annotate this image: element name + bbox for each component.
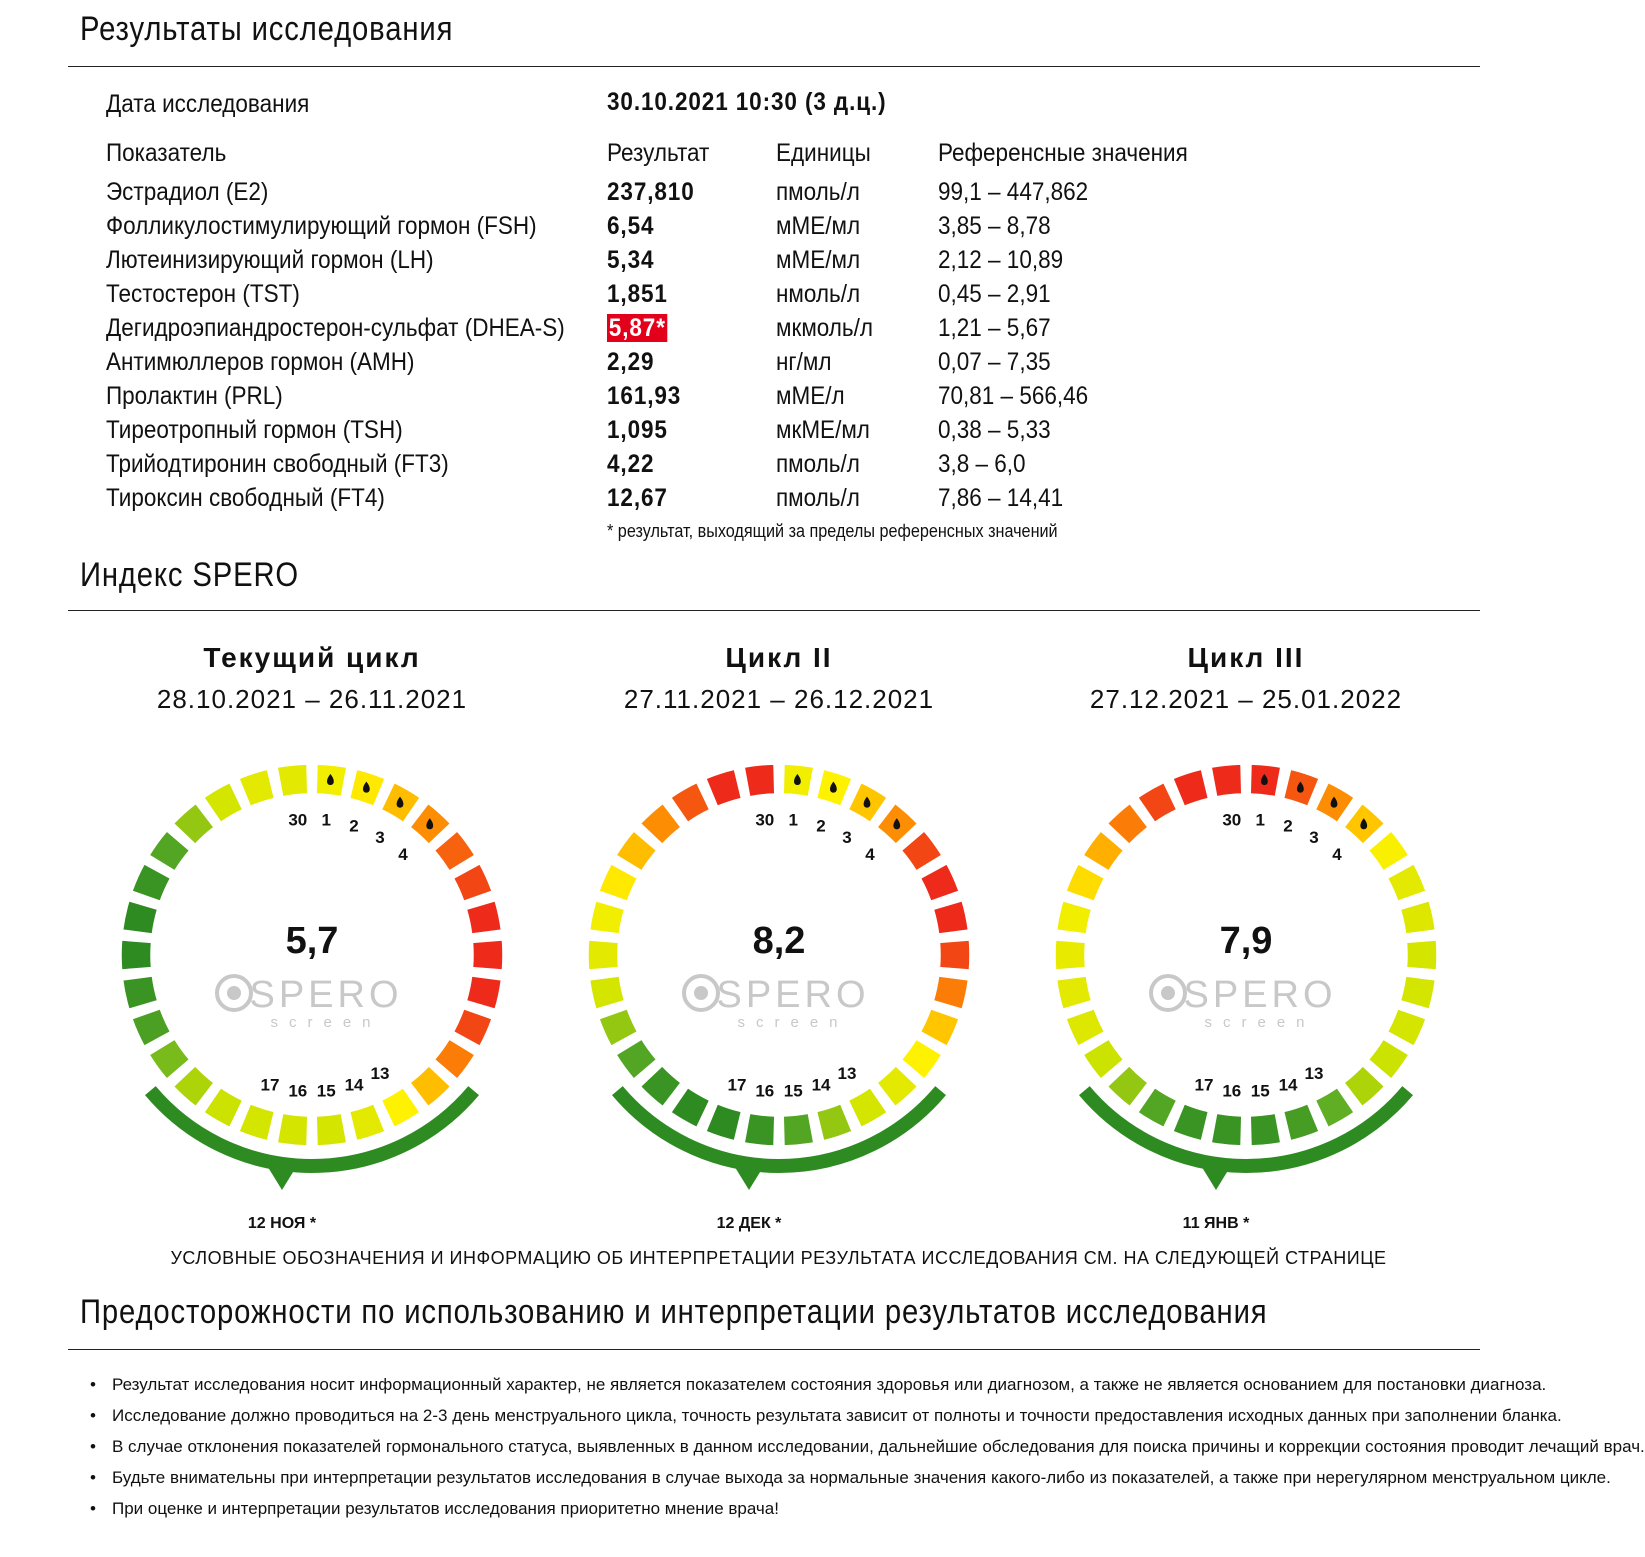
- day-segment: [173, 803, 214, 844]
- day-segment: [1315, 1088, 1354, 1128]
- day-segment: [901, 1039, 941, 1079]
- day-label: 3: [375, 828, 385, 848]
- spero-index-value: 8,2: [752, 920, 806, 962]
- precautions-list: [90, 1372, 1645, 1527]
- day-segment: [848, 1088, 887, 1128]
- spero-logo: [217, 974, 403, 1031]
- day-segment: [940, 940, 970, 970]
- indicator-name: Дегидроэпиандростерон-сульфат (DHEA-S): [106, 314, 565, 342]
- reference-range: 7,86 – 14,41: [938, 484, 1064, 512]
- day-label: 3: [1309, 828, 1319, 848]
- day-label: 16: [1222, 1081, 1242, 1101]
- indicator-name: Тестостерон (TST): [106, 280, 300, 308]
- day-label: 2: [1283, 816, 1293, 836]
- day-label: 1: [321, 810, 331, 830]
- day-segment: [466, 901, 501, 934]
- day-segment: [277, 1113, 308, 1146]
- precaution-item: • Исследование должно проводиться на 2-3 день менструального цикла, точность результата зависит от полноты и точности предоставления исходных данных при заполнении бланка.: [90, 1403, 1645, 1434]
- day-label: 30: [1222, 810, 1242, 830]
- day-label: 16: [288, 1081, 308, 1101]
- day-label: 17: [1194, 1075, 1214, 1095]
- day-segment: [1173, 769, 1209, 806]
- divider: [68, 66, 1480, 67]
- indicator-name: Фолликулостимулирующий гормон (FSH): [106, 212, 537, 240]
- day-segment: [1107, 803, 1148, 844]
- ovulation-date: 12 ДЕК *: [716, 1215, 782, 1232]
- day-segment: [920, 1009, 959, 1046]
- day-segment: [1344, 1066, 1385, 1107]
- day-segment: [1173, 1104, 1209, 1141]
- reference-range: 1,21 – 5,67: [938, 314, 1051, 342]
- day-segment: [1387, 864, 1426, 901]
- logo-text: SPERO: [249, 974, 403, 1016]
- section-title-spero: Индекс SPERO: [80, 556, 300, 594]
- indicator-name: Эстрадиол (E2): [106, 178, 269, 206]
- logo-text: SPERO: [1183, 974, 1337, 1016]
- day-segment: [149, 831, 189, 871]
- cycle-ring: [1036, 745, 1456, 1232]
- day-segment: [1368, 1039, 1408, 1079]
- day-label: 30: [755, 810, 775, 830]
- indicator-name: Тиреотропный гормон (TSH): [106, 416, 403, 444]
- result-value: 1,095: [607, 416, 668, 444]
- day-segment: [744, 1113, 775, 1146]
- day-label: 13: [1304, 1063, 1324, 1083]
- day-segment: [121, 940, 151, 970]
- day-segment: [1138, 1088, 1177, 1128]
- day-label: 3: [842, 828, 852, 848]
- day-segment: [817, 1104, 853, 1141]
- day-segment: [590, 976, 625, 1009]
- day-label: 16: [755, 1081, 775, 1101]
- day-segment: [706, 769, 742, 806]
- day-segment: [590, 901, 625, 934]
- day-segment: [1400, 901, 1435, 934]
- day-label: 17: [727, 1075, 747, 1095]
- day-segment: [466, 976, 501, 1009]
- ovulation-date: 11 ЯНВ *: [1182, 1215, 1250, 1232]
- day-segment: [588, 940, 618, 970]
- result-value: 161,93: [607, 382, 682, 410]
- gauge-title: Текущий цикл: [203, 642, 421, 673]
- section-title-precautions: Предосторожности по использованию и интерпретации результатов исследования: [80, 1293, 1268, 1331]
- result-value: [607, 314, 668, 343]
- ovulation-date: 12 НОЯ *: [247, 1215, 317, 1232]
- day-label: 15: [783, 1081, 803, 1101]
- day-segment: [434, 831, 474, 871]
- gauge-date-range: 27.11.2021 – 26.12.2021: [623, 684, 935, 714]
- day-label: 2: [349, 816, 359, 836]
- date-label: Дата исследования: [106, 90, 310, 118]
- header-reference: Референсные значения: [938, 139, 1188, 167]
- day-segment: [123, 901, 158, 934]
- reference-range: 70,81 – 566,46: [938, 382, 1089, 410]
- gauge-title: Цикл II: [725, 642, 833, 673]
- day-segment: [239, 769, 275, 806]
- result-value: 237,810: [607, 178, 695, 206]
- divider: [68, 610, 1480, 611]
- day-segment: [671, 783, 710, 823]
- result-value: 12,67: [607, 484, 668, 512]
- day-label: 14: [811, 1075, 831, 1095]
- day-segment: [1250, 1113, 1281, 1146]
- day-segment: [381, 1088, 420, 1128]
- day-segment: [204, 783, 243, 823]
- day-segment: [1368, 831, 1408, 871]
- ovulation-pointer-icon: [733, 1164, 765, 1190]
- day-segment: [350, 1104, 386, 1141]
- ovulation-pointer-icon: [266, 1164, 298, 1190]
- indicator-name: Пролактин (PRL): [106, 382, 283, 410]
- day-label: 14: [1278, 1075, 1298, 1095]
- result-value: 6,54: [607, 212, 655, 240]
- result-value: 1,851: [607, 280, 668, 308]
- divider: [68, 1349, 1480, 1350]
- reference-range: 0,07 – 7,35: [938, 348, 1051, 376]
- day-segment: [671, 1088, 710, 1128]
- result-value: 4,22: [607, 450, 655, 478]
- day-segment: [1066, 1009, 1105, 1046]
- day-segment: [599, 1009, 638, 1046]
- indicator-name: Тироксин свободный (FT4): [106, 484, 385, 512]
- day-segment: [316, 1113, 347, 1146]
- day-label: 30: [288, 810, 308, 830]
- day-segment: [239, 1104, 275, 1141]
- day-segment: [1138, 783, 1177, 823]
- day-segment: [920, 864, 959, 901]
- units-value: мМЕ/мл: [776, 246, 861, 274]
- spero-logo: [1151, 974, 1337, 1031]
- day-segment: [123, 976, 158, 1009]
- day-label: 17: [260, 1075, 280, 1095]
- day-segment: [1284, 1104, 1320, 1141]
- out-of-range-badge: 5,87*: [608, 314, 666, 342]
- day-segment: [599, 864, 638, 901]
- day-segment: [1211, 1113, 1242, 1146]
- indicator-name: Лютеинизирующий гормон (LH): [106, 246, 434, 274]
- precaution-item: • Результат исследования носит информационный характер, не является показателем состояния здоровья или диагнозом, а также не является основанием для постановки диагноза.: [90, 1372, 1645, 1403]
- spero-logo: [684, 974, 870, 1031]
- units-value: мМЕ/л: [776, 382, 845, 410]
- day-label: 15: [316, 1081, 336, 1101]
- legend-note: УСЛОВНЫЕ ОБОЗНАЧЕНИЯ И ИНФОРМАЦИЮ ОБ ИНТЕРПРЕТАЦИИ РЕЗУЛЬТАТА ИССЛЕДОВАНИЯ СМ. НА СЛЕДУЮЩЕЙ СТРАНИЦЕ: [170, 1248, 1387, 1268]
- day-segment: [1057, 976, 1092, 1009]
- reference-range: 3,8 – 6,0: [938, 450, 1026, 478]
- day-segment: [453, 864, 492, 901]
- day-segment: [1083, 831, 1123, 871]
- reference-range: 99,1 – 447,862: [938, 178, 1089, 206]
- logo-text: SPERO: [716, 974, 870, 1016]
- date-value: 30.10.2021 10:30 (3 д.ц.): [607, 88, 887, 116]
- day-label: 14: [344, 1075, 364, 1095]
- reference-range: 0,45 – 2,91: [938, 280, 1051, 308]
- day-segment: [640, 1066, 681, 1107]
- day-segment: [1407, 940, 1437, 970]
- spero-index-value: 5,7: [285, 920, 339, 962]
- day-segment: [1057, 901, 1092, 934]
- gauge-title: Цикл III: [1187, 642, 1305, 673]
- day-label: 4: [865, 844, 875, 864]
- indicator-name: Антимюллеров гормон (AMH): [106, 348, 415, 376]
- day-segment: [616, 831, 656, 871]
- day-segment: [1400, 976, 1435, 1009]
- day-segment: [933, 901, 968, 934]
- day-segment: [132, 864, 171, 901]
- day-label: 13: [837, 1063, 857, 1083]
- footnote: * результат, выходящий за пределы референсных значений: [607, 521, 1058, 541]
- spero-index-value: 7,9: [1219, 920, 1273, 962]
- result-value: 2,29: [607, 348, 655, 376]
- reference-range: 0,38 – 5,33: [938, 416, 1051, 444]
- precaution-item: • В случае отклонения показателей гормонального статуса, выявленных в данном исследовании, дальнейшие обследования для поиска причины и коррекции состояния проводит лечащий врач.: [90, 1434, 1645, 1465]
- day-segment: [453, 1009, 492, 1046]
- reference-range: 2,12 – 10,89: [938, 246, 1064, 274]
- day-label: 13: [370, 1063, 390, 1083]
- day-segment: [434, 1039, 474, 1079]
- day-segment: [410, 1066, 451, 1107]
- result-value: 5,34: [607, 246, 655, 274]
- day-segment: [640, 803, 681, 844]
- day-segment: [473, 940, 503, 970]
- day-segment: [901, 831, 941, 871]
- header-result: Результат: [607, 139, 710, 167]
- logo-subtext: screen: [737, 1014, 849, 1031]
- units-value: нг/мл: [776, 348, 832, 376]
- units-value: пмоль/л: [776, 484, 860, 512]
- gauge-date-range: 28.10.2021 – 26.11.2021: [156, 684, 468, 714]
- day-label: 4: [1332, 844, 1342, 864]
- day-segment: [1107, 1066, 1148, 1107]
- units-value: нмоль/л: [776, 280, 861, 308]
- day-segment: [132, 1009, 171, 1046]
- logo-subtext: screen: [270, 1014, 382, 1031]
- day-segment: [1387, 1009, 1426, 1046]
- gauge-date-range: 27.12.2021 – 25.01.2022: [1089, 684, 1403, 714]
- cycle-ring: [102, 745, 522, 1232]
- units-value: пмоль/л: [776, 450, 860, 478]
- day-segment: [783, 1113, 814, 1146]
- day-segment: [744, 764, 775, 797]
- units-value: мМЕ/мл: [776, 212, 861, 240]
- day-segment: [1055, 940, 1085, 970]
- day-label: 2: [816, 816, 826, 836]
- day-segment: [173, 1066, 214, 1107]
- day-label: 4: [398, 844, 408, 864]
- day-segment: [277, 764, 308, 797]
- day-label: 1: [788, 810, 798, 830]
- section-title-results: Результаты исследования: [80, 10, 454, 48]
- day-segment: [149, 1039, 189, 1079]
- ovulation-pointer-icon: [1200, 1164, 1232, 1190]
- day-segment: [877, 1066, 918, 1107]
- precaution-item: • Будьте внимательны при интерпретации результатов исследования в случае выхода за нормальные значения какого-либо из показателей, а также при нерегулярном менструальном цикле.: [90, 1465, 1645, 1496]
- cycle-ring: [569, 745, 989, 1232]
- units-value: мкмоль/л: [776, 314, 874, 342]
- day-segment: [706, 1104, 742, 1141]
- day-segment: [1083, 1039, 1123, 1079]
- day-segment: [616, 1039, 656, 1079]
- header-indicator: Показатель: [106, 139, 227, 167]
- day-segment: [933, 976, 968, 1009]
- reference-range: 3,85 – 8,78: [938, 212, 1051, 240]
- day-label: 1: [1255, 810, 1265, 830]
- precaution-item: • При оценке и интерпретации результатов исследования приоритетно мнение врача!: [90, 1496, 1645, 1527]
- header-units: Единицы: [776, 139, 871, 167]
- units-value: мкМЕ/мл: [776, 416, 870, 444]
- day-segment: [1211, 764, 1242, 797]
- logo-subtext: screen: [1204, 1014, 1316, 1031]
- units-value: пмоль/л: [776, 178, 860, 206]
- day-label: 15: [1250, 1081, 1270, 1101]
- day-segment: [1066, 864, 1105, 901]
- day-segment: [204, 1088, 243, 1128]
- indicator-name: Трийодтиронин свободный (FT3): [106, 450, 449, 478]
